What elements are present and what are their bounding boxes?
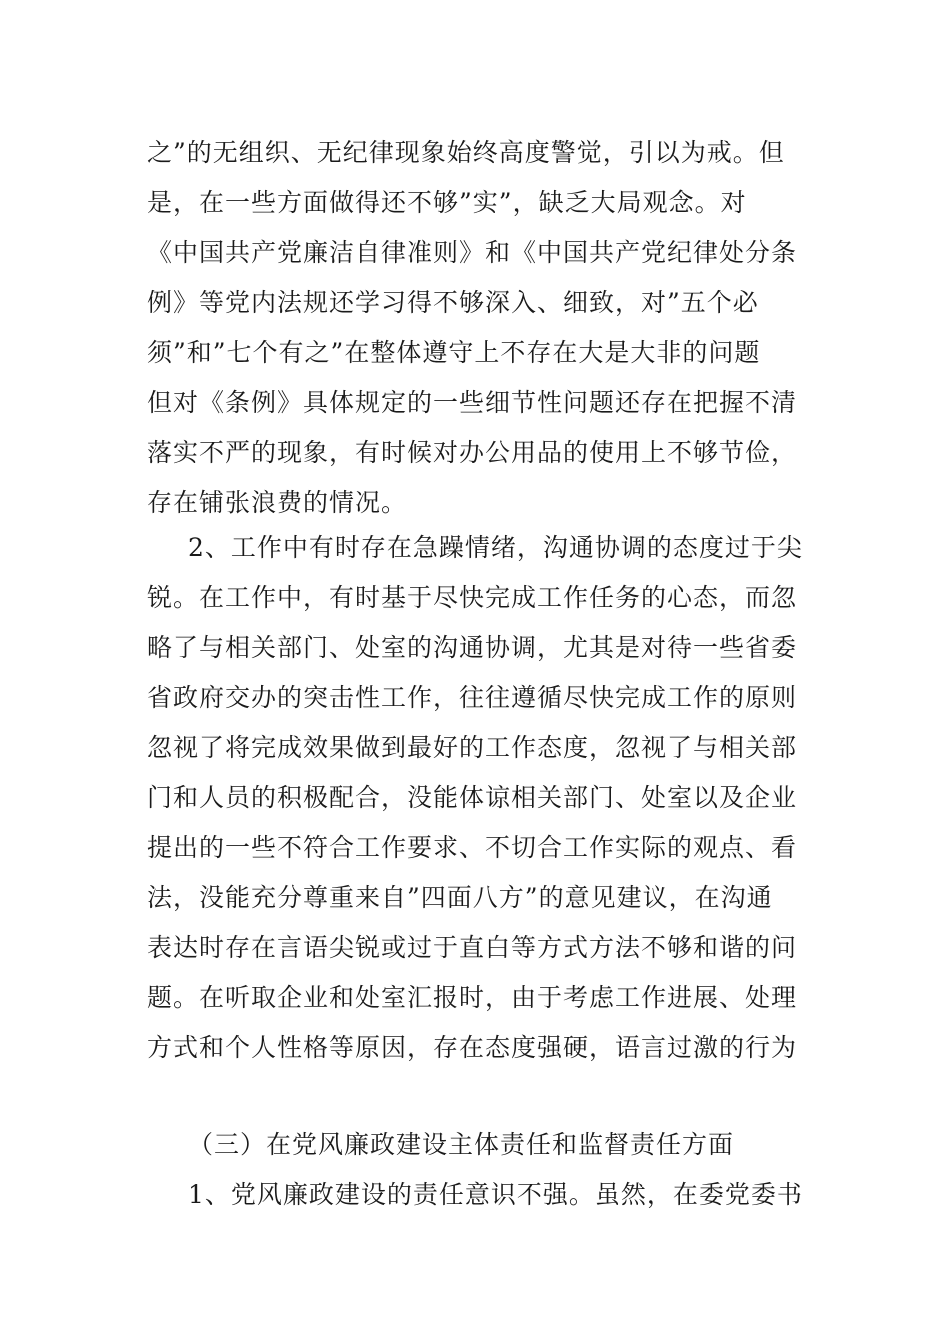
text-line: 是，在一些方面做得还不够”实”，缺乏大局观念。对	[147, 188, 747, 217]
text-line: 略了与相关部门、处室的沟通协调，尤其是对待一些省委	[147, 633, 798, 662]
text-line: 方式和个人性格等原因，存在态度强硬，语言过激的行为	[147, 1033, 798, 1062]
text-line: 法，没能充分尊重来自”四面八方”的意见建议，在沟通	[147, 883, 773, 912]
text-line: 落实不严的现象，有时候对办公用品的使用上不够节俭，	[147, 438, 798, 467]
section-heading: （三）在党风廉政建设主体责任和监督责任方面	[188, 1130, 735, 1159]
text-line: 门和人员的积极配合，没能体谅相关部门、处室以及企业	[147, 783, 798, 812]
text-line: 之”的无组织、无纪律现象始终高度警觉，引以为戒。但	[147, 138, 785, 167]
paragraph-start-line: 2、工作中有时存在急躁情绪，沟通协调的态度过于尖	[188, 533, 803, 562]
text-line: 省政府交办的突击性工作，往往遵循尽快完成工作的原则	[147, 683, 798, 712]
text-line: 提出的一些不符合工作要求、不切合工作实际的观点、看	[147, 833, 798, 862]
text-line: 忽视了将完成效果做到最好的工作态度，忽视了与相关部	[147, 733, 798, 762]
text-line: 须”和”七个有之”在整体遵守上不存在大是大非的问题	[147, 338, 761, 367]
text-line: 《中国共产党廉洁自律准则》和《中国共产党纪律处分条	[147, 238, 798, 267]
text-line: 存在铺张浪费的情况。	[147, 488, 408, 517]
text-line: 锐。在工作中，有时基于尽快完成工作任务的心态，而忽	[147, 583, 798, 612]
text-line: 表达时存在言语尖锐或过于直白等方式方法不够和谐的问	[147, 933, 798, 962]
text-line: 例》等党内法规还学习得不够深入、细致，对”五个必	[147, 288, 759, 317]
text-line: 但对《条例》具体规定的一些细节性问题还存在把握不清	[147, 388, 798, 417]
text-line: 题。在听取企业和处室汇报时，由于考虑工作进展、处理	[147, 983, 798, 1012]
paragraph-start-line: 1、党风廉政建设的责任意识不强。虽然，在委党委书	[188, 1180, 803, 1209]
